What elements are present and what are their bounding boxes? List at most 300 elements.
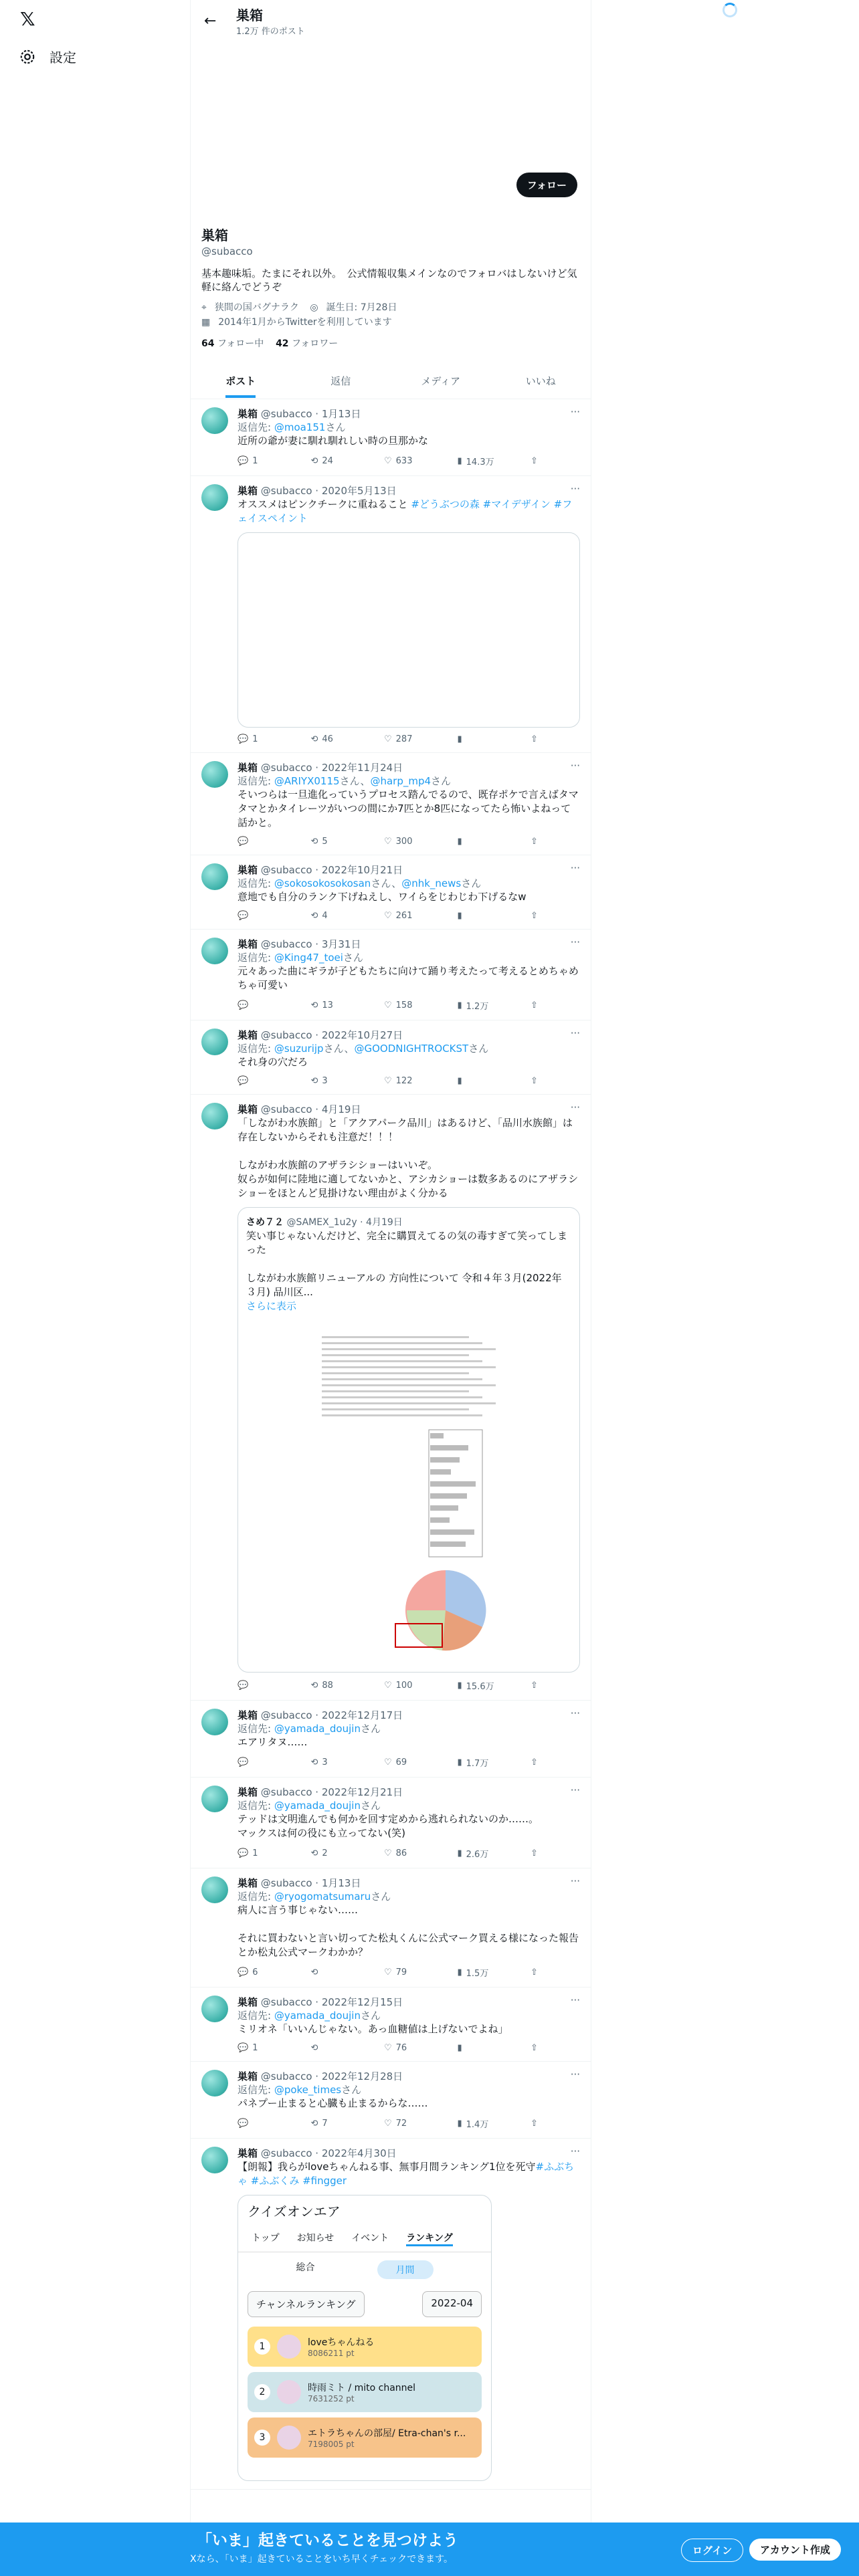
retweets-count: 7 bbox=[322, 2119, 328, 2129]
like-icon: ♡ bbox=[384, 1000, 392, 1010]
avatar[interactable] bbox=[201, 1029, 228, 1055]
reply-context bbox=[237, 877, 580, 890]
likes-count: 122 bbox=[395, 1076, 413, 1086]
tweet-text bbox=[237, 1116, 580, 1200]
avatar[interactable] bbox=[201, 938, 228, 964]
retweet-button[interactable] bbox=[311, 999, 358, 1012]
avatar[interactable] bbox=[201, 761, 228, 788]
views-icon: ▮ bbox=[457, 837, 462, 847]
hashtags[interactable]: #どうぶつの森 #マイデザイン #フェイスペイント bbox=[237, 498, 573, 524]
follow-button[interactable]: フォロー bbox=[516, 173, 577, 197]
views-button[interactable] bbox=[458, 1756, 504, 1769]
share-icon: ⇧ bbox=[531, 1000, 538, 1010]
more-icon[interactable]: ··· bbox=[570, 1784, 580, 1796]
tweet[interactable] bbox=[191, 476, 591, 753]
like-icon: ♡ bbox=[384, 1681, 392, 1691]
profile-bio: 基本趣味垢。たまにそれ以外。 公式情報収集メインなのでフォロバはしないけど気軽に絡んでどうぞ bbox=[201, 267, 577, 293]
tweet-date[interactable]: 2022年12月15日 bbox=[321, 1996, 403, 2008]
more-icon[interactable]: ··· bbox=[570, 483, 580, 495]
views-button[interactable] bbox=[458, 2043, 504, 2053]
replies-count: 1 bbox=[252, 2043, 258, 2053]
tab-replies[interactable]: 返信 bbox=[330, 375, 351, 387]
tweet-text-body: 【朗報】我らがloveちゃんねる事、無事月間ランキング1位を死守 bbox=[237, 2161, 536, 2173]
card-tab[interactable]: ランキング bbox=[406, 2231, 453, 2246]
views-button[interactable] bbox=[458, 1679, 504, 1692]
like-button[interactable] bbox=[384, 1966, 431, 1979]
reply-icon: 💬 bbox=[237, 1757, 249, 1767]
tweet[interactable] bbox=[191, 1021, 591, 1095]
reply-suffix: さん bbox=[325, 421, 346, 433]
tweet-text bbox=[237, 1055, 580, 1069]
tab-media[interactable]: メディア bbox=[421, 375, 461, 387]
tweet-header: 巣箱 @subacco · 2022年12月15日 bbox=[237, 1996, 403, 2008]
tweet-author-name[interactable]: 巣箱 bbox=[237, 1996, 258, 2008]
like-button[interactable] bbox=[384, 1679, 431, 1692]
tweet-author-handle[interactable]: @subacco bbox=[260, 2147, 312, 2159]
reply-icon: 💬 bbox=[237, 1000, 249, 1010]
like-button[interactable] bbox=[384, 1076, 431, 1086]
tweet-text-body: 病人に言う事じゃない…… それに買わないと言い切ってた松丸くんに公式マーク買える様になった報告とか松丸公式マークわかか？ bbox=[237, 1904, 579, 1958]
ranking-info bbox=[308, 2381, 415, 2403]
share-button[interactable] bbox=[531, 837, 577, 847]
reply-icon: 💬 bbox=[237, 1076, 249, 1086]
reply-suffix: さん bbox=[468, 1043, 489, 1055]
more-icon[interactable]: ··· bbox=[570, 2068, 580, 2080]
views-button[interactable] bbox=[458, 911, 504, 921]
channel-avatar bbox=[277, 2426, 301, 2450]
avatar[interactable] bbox=[201, 863, 228, 890]
tweet-date[interactable]: 2022年10月27日 bbox=[321, 1029, 403, 1041]
avatar[interactable] bbox=[201, 2070, 228, 2097]
tweet-text-body: 「しながわ水族館」と「アクアパーク品川」はあるけど、「品川水族館」は存在しないからそれも注意だ！！！ しながわ水族館のアザラシショーはいいぞ。 奴らが如何に陸地に適してないかと、アシカショーは数多あるのにアザラシショーをほとんど見掛けない理由がよく分かる bbox=[237, 1117, 579, 1199]
tweet-header: 巣箱 @subacco · 2022年12月21日 bbox=[237, 1786, 403, 1798]
tweet-author-handle[interactable]: @subacco bbox=[260, 2070, 312, 2082]
avatar[interactable] bbox=[201, 2147, 228, 2173]
reply-suffix: さん bbox=[360, 1800, 381, 1812]
likes-count: 86 bbox=[395, 1848, 407, 1858]
share-button[interactable] bbox=[531, 1076, 577, 1086]
retweet-icon: ⟲ bbox=[310, 1757, 318, 1767]
tab-likes[interactable]: いいね bbox=[525, 375, 556, 387]
reply-icon: 💬 bbox=[237, 911, 249, 921]
tweet-author-name[interactable]: 巣箱 bbox=[237, 408, 258, 420]
share-icon: ⇧ bbox=[531, 456, 538, 466]
reply-context bbox=[237, 2009, 580, 2022]
ranking-info bbox=[308, 2426, 466, 2449]
profile-joined: 2014年1月からTwitterを利用しています bbox=[218, 317, 392, 328]
reply-button[interactable] bbox=[237, 837, 284, 847]
share-icon: ⇧ bbox=[531, 1967, 538, 1977]
like-icon: ♡ bbox=[384, 1757, 392, 1767]
retweet-icon: ⟲ bbox=[310, 2043, 318, 2053]
reply-mention[interactable]: @nhk_news bbox=[401, 877, 462, 889]
share-button[interactable] bbox=[531, 2043, 577, 2053]
tweet-author-name[interactable]: 巣箱 bbox=[237, 485, 258, 497]
retweet-icon: ⟲ bbox=[310, 911, 318, 921]
retweet-button[interactable] bbox=[311, 2043, 358, 2053]
more-icon[interactable]: ··· bbox=[570, 760, 580, 772]
retweets-count: 24 bbox=[322, 456, 333, 466]
share-button[interactable] bbox=[531, 2117, 577, 2130]
more-icon[interactable]: ··· bbox=[570, 2145, 580, 2157]
nav-settings[interactable] bbox=[19, 47, 76, 66]
tweet[interactable] bbox=[191, 1868, 591, 1988]
reply-button[interactable] bbox=[237, 1847, 284, 1860]
tweet-date[interactable]: 2020年5月13日 bbox=[321, 485, 397, 497]
tweet-author-name[interactable]: 巣箱 bbox=[237, 938, 258, 950]
reply-button[interactable] bbox=[237, 999, 284, 1012]
tweet-text-body: 意地でも自分のランク下げねえし、ワイらをじわじわ下げるなw bbox=[237, 891, 527, 903]
card-tab[interactable]: お知らせ bbox=[296, 2233, 335, 2244]
signup-button[interactable]: アカウント作成 bbox=[749, 2539, 841, 2561]
quote-header: さめ７２ @SAMEX_1u2y · 4月19日 bbox=[246, 1217, 403, 1228]
card-segment bbox=[238, 2252, 491, 2287]
tweet-date[interactable]: 1月13日 bbox=[321, 408, 361, 420]
reply-mid: さん、 bbox=[323, 1043, 355, 1055]
likes-count: 158 bbox=[395, 1000, 413, 1010]
share-icon: ⇧ bbox=[531, 837, 538, 847]
retweet-button[interactable] bbox=[311, 2117, 358, 2130]
share-icon: ⇧ bbox=[531, 1076, 538, 1086]
reply-icon: 💬 bbox=[237, 2043, 249, 2053]
reply-button[interactable] bbox=[237, 1076, 284, 1086]
likes-count: 633 bbox=[395, 456, 413, 466]
retweet-icon: ⟲ bbox=[310, 1848, 318, 1858]
likes-count: 69 bbox=[395, 1757, 407, 1767]
reply-button[interactable] bbox=[237, 1966, 284, 1979]
banner-subtitle: Xなら、「いま」起きていることをいち早くチェックできます。 bbox=[190, 2554, 454, 2565]
back-arrow-icon[interactable]: ← bbox=[204, 12, 217, 29]
reply-icon: 💬 bbox=[237, 734, 249, 744]
reply-mention[interactable]: @harp_mp4 bbox=[370, 775, 432, 787]
reply-mention[interactable]: @King47_toei bbox=[274, 952, 343, 964]
reply-prefix: 返信先: bbox=[237, 952, 274, 964]
channel-avatar bbox=[277, 2335, 301, 2359]
tweet-author-handle[interactable]: @subacco bbox=[260, 1786, 312, 1798]
avatar[interactable] bbox=[201, 484, 228, 511]
reply-mention[interactable]: @yamada_doujin bbox=[274, 1723, 361, 1735]
tweet-author-name[interactable]: 巣箱 bbox=[237, 2147, 258, 2159]
views-button[interactable] bbox=[458, 455, 504, 467]
views-button[interactable] bbox=[458, 734, 504, 744]
retweet-button[interactable] bbox=[311, 455, 358, 467]
x-logo-icon[interactable]: 𝕏 bbox=[20, 8, 35, 30]
retweet-icon: ⟲ bbox=[310, 837, 318, 847]
views-button[interactable] bbox=[458, 837, 504, 847]
tweet-author-name[interactable]: 巣箱 bbox=[237, 1786, 258, 1798]
avatar[interactable] bbox=[201, 407, 228, 434]
retweet-button[interactable] bbox=[311, 1847, 358, 1860]
tweet[interactable] bbox=[191, 1988, 591, 2062]
reply-context bbox=[237, 1042, 580, 1055]
tweet-author-name[interactable]: 巣箱 bbox=[237, 762, 258, 774]
avatar[interactable] bbox=[201, 1103, 228, 1130]
tweet-text bbox=[237, 890, 580, 904]
quoted-tweet[interactable] bbox=[237, 1207, 580, 1673]
like-button[interactable] bbox=[384, 999, 431, 1012]
more-icon[interactable]: ··· bbox=[570, 936, 580, 948]
tweet[interactable] bbox=[191, 1701, 591, 1778]
reply-suffix: さん bbox=[341, 2084, 362, 2096]
profile-handle: @subacco bbox=[201, 245, 253, 257]
retweet-icon: ⟲ bbox=[310, 1076, 318, 1086]
views-button[interactable] bbox=[458, 1076, 504, 1086]
reply-mid: さん、 bbox=[339, 775, 371, 787]
tweet-text-body: 近所の爺が妻に馴れ馴れしい時の旦那かな bbox=[237, 435, 429, 447]
likes-count: 100 bbox=[395, 1681, 413, 1691]
retweet-button[interactable] bbox=[311, 1966, 358, 1979]
share-button[interactable] bbox=[531, 1847, 577, 1860]
tweet-author-handle[interactable]: @subacco bbox=[260, 1029, 312, 1041]
reply-context bbox=[237, 1799, 580, 1812]
avatar[interactable] bbox=[201, 1709, 228, 1735]
following-link[interactable]: 64 フォロー中 bbox=[201, 338, 264, 349]
tweet-header: 巣箱 @subacco · 2022年11月24日 bbox=[237, 762, 403, 774]
tweet-author-name[interactable]: 巣箱 bbox=[237, 1877, 258, 1889]
tweet-author-handle[interactable]: @subacco bbox=[260, 1877, 312, 1889]
quote-author-name: さめ７２ bbox=[246, 1217, 284, 1228]
profile-birthday: 誕生日: 7月28日 bbox=[326, 302, 397, 313]
ranking-row[interactable] bbox=[248, 2327, 482, 2367]
share-button[interactable] bbox=[531, 1966, 577, 1979]
tweet-author-name[interactable]: 巣箱 bbox=[237, 1103, 258, 1115]
tweet-author-handle[interactable]: @subacco bbox=[260, 1709, 312, 1721]
share-icon: ⇧ bbox=[531, 1848, 538, 1858]
tab-posts[interactable]: ポスト bbox=[191, 363, 291, 399]
likes-count: 72 bbox=[395, 2119, 407, 2129]
views-count: 1.5万 bbox=[466, 1969, 489, 1979]
tweet-text-body: そいつらは一旦進化っていうプロセス踏んでるので、既存ポケで言えばタマタマとかタイレーツがいつの間にか7匹とか8匹になってたら怖いよねって話かと。 bbox=[237, 788, 579, 829]
login-button[interactable]: ログイン bbox=[681, 2539, 743, 2562]
ranking-card[interactable] bbox=[237, 2195, 492, 2481]
tweet-header: 巣箱 @subacco · 2022年4月30日 bbox=[237, 2147, 397, 2159]
tweet[interactable] bbox=[191, 2139, 591, 2490]
like-icon: ♡ bbox=[384, 734, 392, 744]
tweet-author-name[interactable]: 巣箱 bbox=[237, 1029, 258, 1041]
ranking-type-select[interactable]: チャンネルランキング bbox=[248, 2291, 365, 2317]
tweet-text bbox=[237, 2160, 580, 2188]
retweet-icon: ⟲ bbox=[310, 1000, 318, 1010]
like-button[interactable] bbox=[384, 1847, 431, 1860]
tweet-date[interactable]: 2022年12月28日 bbox=[321, 2070, 403, 2082]
channel-points: 7198005 pt bbox=[308, 2440, 355, 2449]
views-count: 14.3万 bbox=[466, 457, 494, 467]
tweet[interactable] bbox=[191, 2062, 591, 2139]
reply-mention[interactable]: @sokosokosokosan bbox=[274, 877, 371, 889]
reply-mention[interactable]: @yamada_doujin bbox=[274, 2010, 361, 2022]
tweet-text-body: テッドは文明進んでも何かを回す定めから逃れられないのか……。 マックスは何の役にも立ってない(笑) bbox=[237, 1813, 539, 1839]
reply-mention[interactable]: @suzurijp bbox=[274, 1043, 324, 1055]
like-icon: ♡ bbox=[384, 2119, 392, 2129]
reply-suffix: さん bbox=[431, 775, 452, 787]
tweet-author-name[interactable]: 巣箱 bbox=[237, 1709, 258, 1721]
views-icon: ▮ bbox=[457, 1000, 462, 1010]
tweet-date[interactable]: 2022年12月17日 bbox=[321, 1709, 403, 1721]
tweet-actions bbox=[237, 2043, 580, 2053]
tweet[interactable] bbox=[191, 930, 591, 1021]
tweet-date[interactable]: 2022年12月21日 bbox=[321, 1786, 403, 1798]
reply-prefix: 返信先: bbox=[237, 1723, 274, 1735]
profile-banner bbox=[191, 41, 591, 169]
reply-mention[interactable]: @moa151 bbox=[274, 421, 326, 433]
avatar[interactable] bbox=[201, 1996, 228, 2022]
reply-button[interactable] bbox=[237, 734, 284, 744]
tweet-actions bbox=[237, 734, 580, 744]
share-button[interactable] bbox=[531, 734, 577, 744]
retweet-button[interactable] bbox=[311, 911, 358, 921]
tweet-text bbox=[237, 1735, 580, 1749]
tweet-actions bbox=[237, 455, 580, 467]
channel-name: 時雨ミト / mito channel bbox=[308, 2383, 416, 2393]
followers-link[interactable]: 42 フォロワー bbox=[276, 338, 339, 349]
tweet[interactable] bbox=[191, 1095, 591, 1701]
gear-icon bbox=[19, 48, 36, 66]
ranking-row[interactable] bbox=[248, 2372, 482, 2412]
reply-button[interactable] bbox=[237, 2117, 284, 2130]
share-button[interactable] bbox=[531, 1679, 577, 1692]
reply-suffix: さん bbox=[343, 952, 363, 964]
header-title: 巣箱 bbox=[236, 7, 263, 23]
tweet-actions bbox=[237, 911, 580, 921]
tweet-date[interactable]: 2022年4月30日 bbox=[321, 2147, 397, 2159]
tweet-date[interactable]: 1月13日 bbox=[321, 1877, 361, 1889]
hashtags[interactable]: #ふぶちゃ #ふぶくみ #fingger bbox=[237, 2161, 575, 2187]
segment-option[interactable]: 総合 bbox=[296, 2262, 315, 2273]
avatar[interactable] bbox=[201, 1876, 228, 1903]
tweet-author-handle[interactable]: @subacco bbox=[260, 485, 312, 497]
tweet-actions bbox=[237, 1847, 580, 1860]
reply-prefix: 返信先: bbox=[237, 1800, 274, 1812]
tweet-date[interactable]: 3月31日 bbox=[321, 938, 361, 950]
like-icon: ♡ bbox=[384, 1076, 392, 1086]
views-button[interactable] bbox=[458, 999, 504, 1012]
retweet-icon: ⟲ bbox=[310, 734, 318, 744]
tweet[interactable] bbox=[191, 855, 591, 930]
main-column bbox=[190, 0, 591, 2576]
tweet-author-handle[interactable]: @subacco bbox=[260, 1996, 312, 2008]
share-button[interactable] bbox=[531, 999, 577, 1012]
retweet-icon: ⟲ bbox=[310, 1967, 318, 1977]
reply-button[interactable] bbox=[237, 2043, 284, 2053]
views-button[interactable] bbox=[458, 1847, 504, 1860]
views-count: 1.4万 bbox=[466, 2120, 489, 2130]
tweet-author-handle[interactable]: @subacco bbox=[260, 1103, 312, 1115]
reply-button[interactable] bbox=[237, 1756, 284, 1769]
tweet-date[interactable]: 4月19日 bbox=[321, 1103, 361, 1115]
quote-image[interactable] bbox=[246, 1323, 571, 1664]
retweets-count: 5 bbox=[322, 837, 328, 847]
tweet-author-handle[interactable]: @subacco bbox=[260, 408, 312, 420]
share-button[interactable] bbox=[531, 1756, 577, 1769]
reply-context bbox=[237, 1722, 580, 1735]
share-icon: ⇧ bbox=[531, 2119, 538, 2129]
like-button[interactable] bbox=[384, 734, 431, 744]
tweet-text-body: 元々あった曲にギラが子どもたちに向けて踊り考えたって考えるとめちゃめちゃ可愛い bbox=[237, 965, 579, 991]
avatar[interactable] bbox=[201, 1786, 228, 1812]
like-button[interactable] bbox=[384, 911, 431, 921]
share-icon: ⇧ bbox=[531, 1681, 538, 1691]
reply-icon: 💬 bbox=[237, 2119, 249, 2129]
retweet-icon: ⟲ bbox=[310, 1681, 318, 1691]
reply-mention[interactable]: @ryogomatsumaru bbox=[274, 1891, 371, 1903]
tweet-header: 巣箱 @subacco · 2022年12月28日 bbox=[237, 2070, 403, 2082]
tweet-author-name[interactable]: 巣箱 bbox=[237, 2070, 258, 2082]
more-icon[interactable]: ··· bbox=[570, 406, 580, 418]
retweet-button[interactable] bbox=[311, 837, 358, 847]
tweet[interactable] bbox=[191, 753, 591, 855]
more-icon[interactable]: ··· bbox=[570, 862, 580, 874]
card-tab[interactable]: イベント bbox=[351, 2233, 389, 2244]
reply-mention[interactable]: @ARIYX0115 bbox=[274, 775, 340, 787]
retweet-button[interactable] bbox=[311, 734, 358, 744]
card-title: クイズオンエア bbox=[248, 2204, 341, 2220]
tweet-author-handle[interactable]: @subacco bbox=[260, 762, 312, 774]
share-icon: ⇧ bbox=[531, 911, 538, 921]
views-button[interactable] bbox=[458, 2117, 504, 2130]
tweet-author-handle[interactable]: @subacco bbox=[260, 864, 312, 876]
reply-button[interactable] bbox=[237, 455, 284, 467]
segment-option[interactable]: 月間 bbox=[377, 2260, 434, 2279]
retweet-button[interactable] bbox=[311, 1756, 358, 1769]
follow-stats bbox=[201, 336, 580, 350]
like-button[interactable] bbox=[384, 1756, 431, 1769]
tweet-author-name[interactable]: 巣箱 bbox=[237, 864, 258, 876]
like-button[interactable] bbox=[384, 455, 431, 467]
likes-count: 300 bbox=[395, 837, 413, 847]
like-button[interactable] bbox=[384, 2117, 431, 2130]
retweet-button[interactable] bbox=[311, 1679, 358, 1692]
channel-points: 7631252 pt bbox=[308, 2394, 355, 2403]
tweet-header: 巣箱 @subacco · 1月13日 bbox=[237, 408, 361, 420]
tweet-media[interactable] bbox=[237, 532, 580, 728]
tweet[interactable] bbox=[191, 1778, 591, 1868]
like-button[interactable] bbox=[384, 837, 431, 847]
more-icon[interactable]: ··· bbox=[570, 1994, 580, 2006]
reply-button[interactable] bbox=[237, 911, 284, 921]
reply-mention[interactable]: @poke_times bbox=[274, 2084, 342, 2096]
share-button[interactable] bbox=[531, 455, 577, 467]
more-icon[interactable]: ··· bbox=[570, 1101, 580, 1113]
card-tab[interactable]: トップ bbox=[252, 2233, 280, 2244]
reply-mention[interactable]: @yamada_doujin bbox=[274, 1800, 361, 1812]
reply-mention[interactable]: @GOODNIGHTROCKST bbox=[354, 1043, 469, 1055]
more-icon[interactable]: ··· bbox=[570, 1707, 580, 1719]
reply-suffix: さん bbox=[371, 1891, 391, 1903]
replies-count: 6 bbox=[252, 1967, 258, 1977]
ranking-row[interactable] bbox=[248, 2418, 482, 2458]
channel-avatar bbox=[277, 2380, 301, 2404]
tweet[interactable] bbox=[191, 399, 591, 476]
share-button[interactable] bbox=[531, 911, 577, 921]
more-icon[interactable]: ··· bbox=[570, 1027, 580, 1039]
like-icon: ♡ bbox=[384, 2043, 392, 2053]
tweet-text-body: エアリタヌ…… bbox=[237, 1736, 308, 1748]
channel-points: 8086211 pt bbox=[308, 2349, 355, 2358]
tweet-date[interactable]: 2022年10月21日 bbox=[321, 864, 403, 876]
tweet-text-body: それ身の穴だろ bbox=[237, 1056, 308, 1068]
more-icon[interactable]: ··· bbox=[570, 1875, 580, 1887]
show-more-link[interactable]: さらに表示 bbox=[246, 1300, 297, 1312]
tweet-author-handle[interactable]: @subacco bbox=[260, 938, 312, 950]
reply-mid: さん、 bbox=[371, 877, 402, 889]
tweet-date[interactable]: 2022年11月24日 bbox=[321, 762, 403, 774]
retweet-button[interactable] bbox=[311, 1076, 358, 1086]
like-button[interactable] bbox=[384, 2043, 431, 2053]
card-selects bbox=[238, 2287, 491, 2321]
views-button[interactable] bbox=[458, 1966, 504, 1979]
reply-button[interactable] bbox=[237, 1679, 284, 1692]
month-select[interactable]: 2022-04 bbox=[422, 2291, 482, 2317]
